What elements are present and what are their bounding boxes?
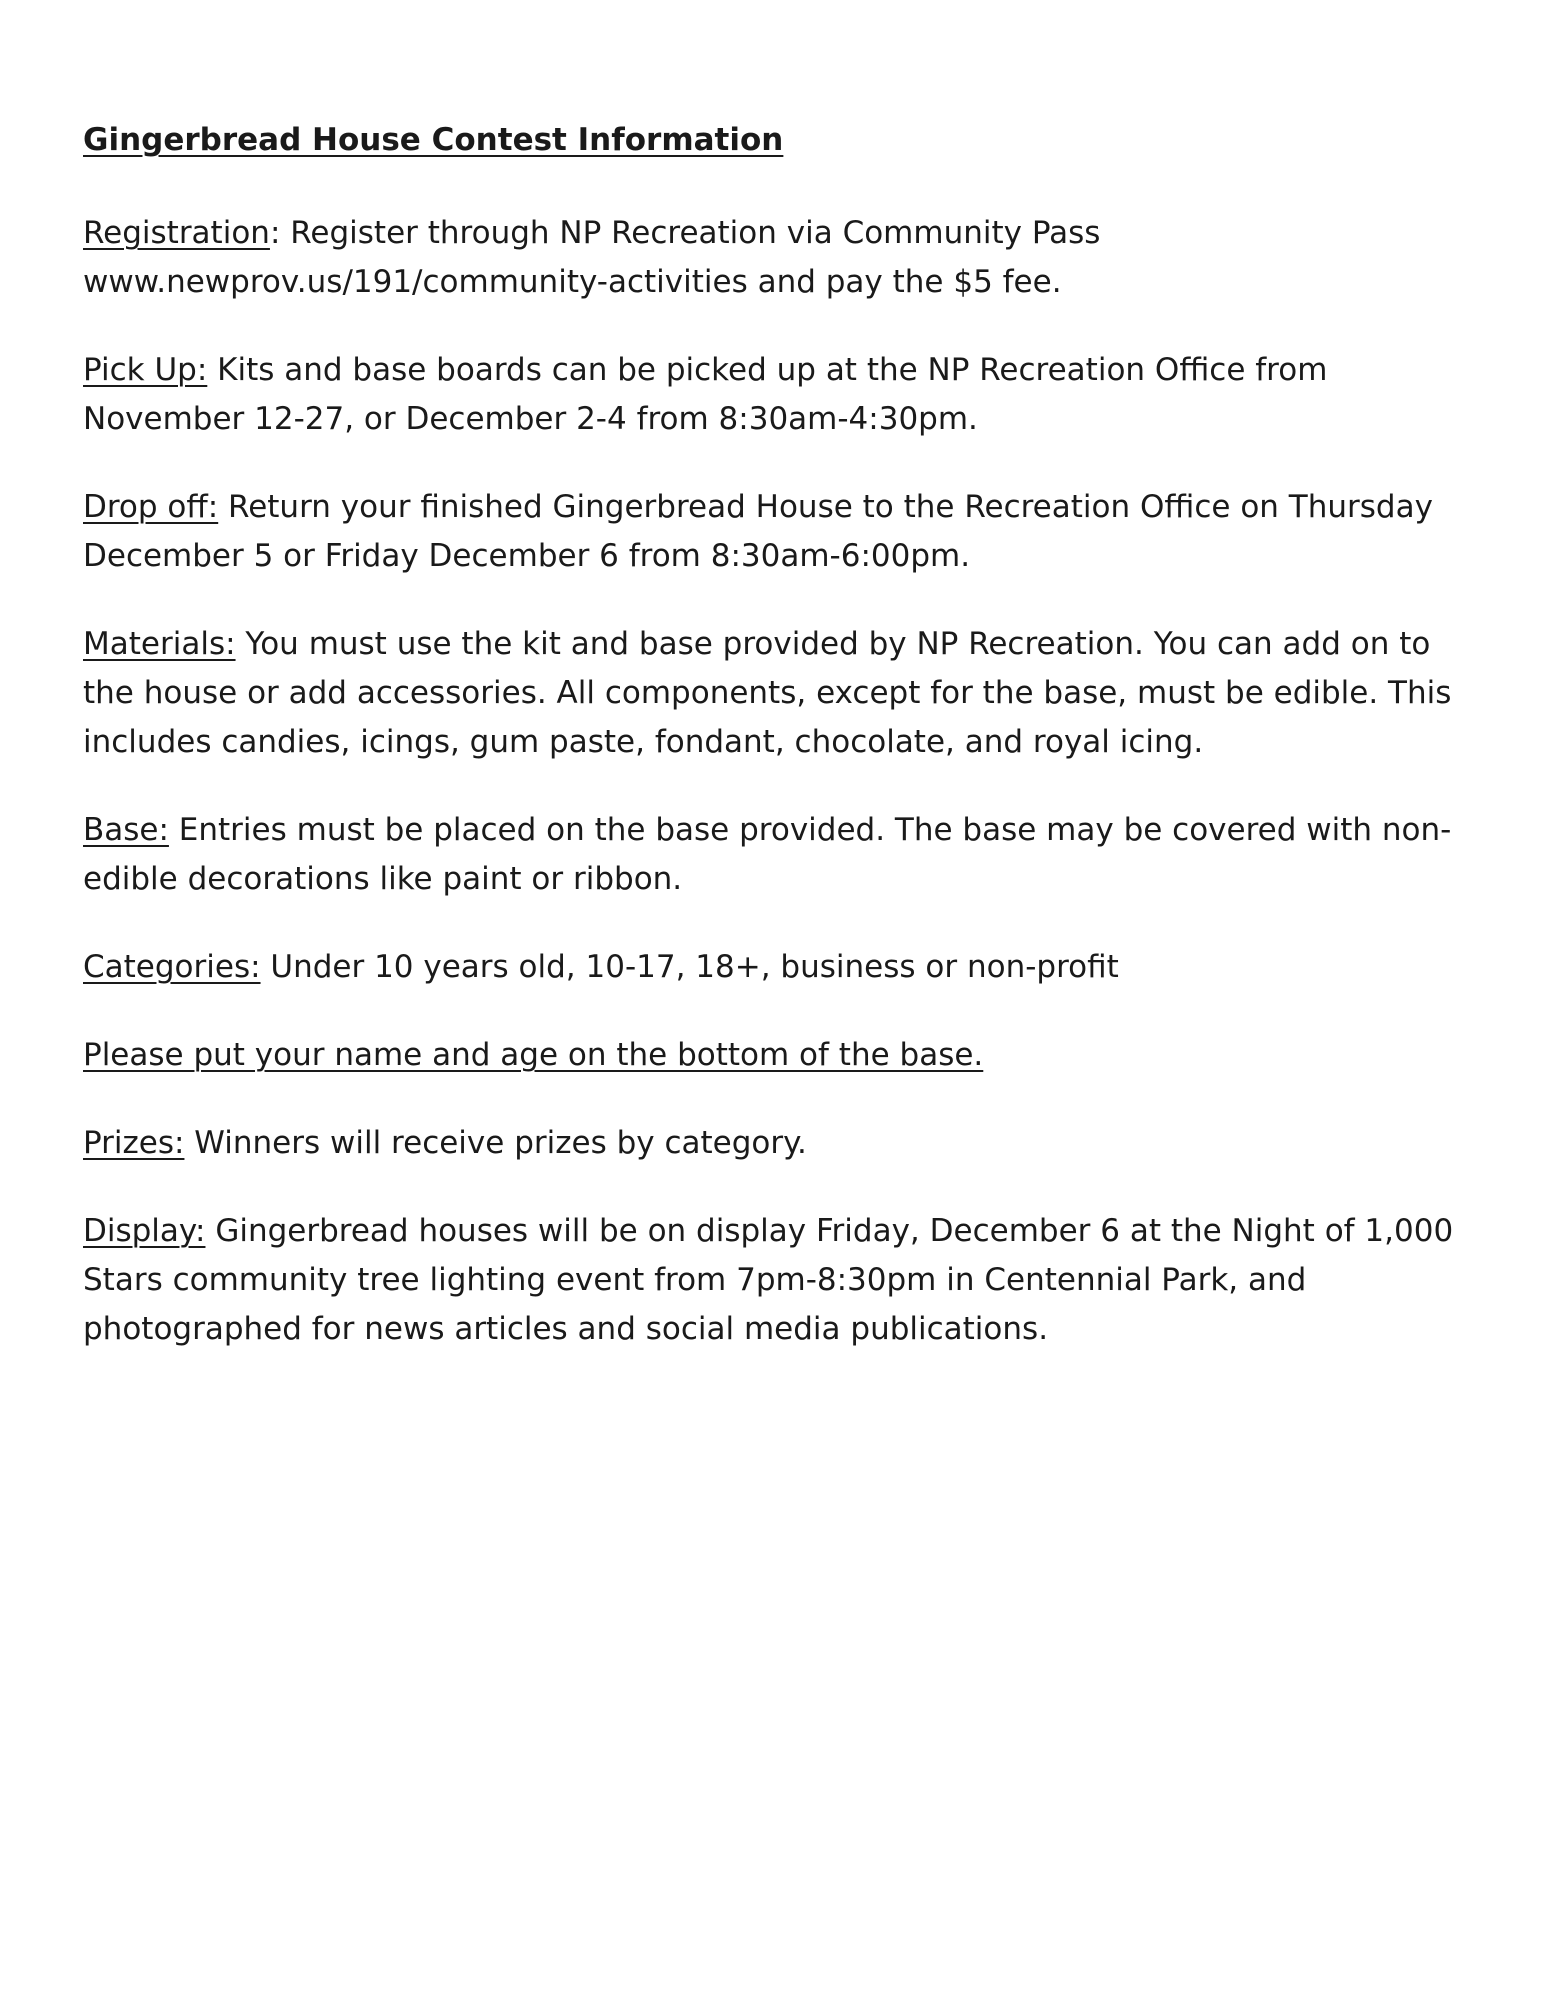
prizes-label: Prizes: <box>83 1125 185 1161</box>
dropoff-label: Drop off: <box>83 489 219 525</box>
base-text: Entries must be placed on the base provided. The base may be covered with non-edible decorations like paint or ribbon. <box>83 812 1452 897</box>
pickup-label: Pick Up: <box>83 352 208 388</box>
base-section <box>83 806 1483 904</box>
registration-label: Registration <box>83 215 270 251</box>
document-page <box>83 110 1483 1354</box>
dropoff-section <box>83 483 1483 581</box>
prizes-text: Winners will receive prizes by category. <box>184 1125 807 1161</box>
registration-text: : Register through NP Recreation via Community Pass www.newprov.us/191/community-activities and pay the $5 fee. <box>83 215 1101 300</box>
categories-text: Under 10 years old, 10-17, 18+, business or non-profit <box>260 949 1119 985</box>
dropoff-text: Return your finished Gingerbread House to the Recreation Office on Thursday December 5 or Friday December 6 from 8:30am-6:00pm. <box>83 489 1433 574</box>
categories-label: Categories: <box>83 949 261 985</box>
materials-label: Materials: <box>83 626 236 662</box>
registration-section <box>83 209 1483 307</box>
materials-section <box>83 620 1483 767</box>
display-section <box>83 1207 1483 1354</box>
name-note-text: Please put your name and age on the bottom of the base. <box>83 1037 984 1073</box>
prizes-section <box>83 1119 1483 1168</box>
display-label: Display: <box>83 1213 206 1249</box>
base-label: Base: <box>83 812 169 848</box>
pickup-section <box>83 346 1483 444</box>
display-text: Gingerbread houses will be on display Friday, December 6 at the Night of 1,000 Stars community tree lighting event from 7pm-8:30pm in Centennial Park, and photographed for news articles and social media publications. <box>83 1213 1454 1347</box>
name-note-section <box>83 1031 1483 1080</box>
page-title: Gingerbread House Contest Information <box>83 122 784 158</box>
pickup-text: Kits and base boards can be picked up at the NP Recreation Office from November 12-27, or December 2-4 from 8:30am-4:30pm. <box>83 352 1328 437</box>
materials-text: You must use the kit and base provided by NP Recreation. You can add on to the house or add accessories. All components, except for the base, must be edible. This includes candies, icings, gum paste, fondant, chocolate, and royal icing. <box>83 626 1452 760</box>
categories-section <box>83 943 1483 992</box>
